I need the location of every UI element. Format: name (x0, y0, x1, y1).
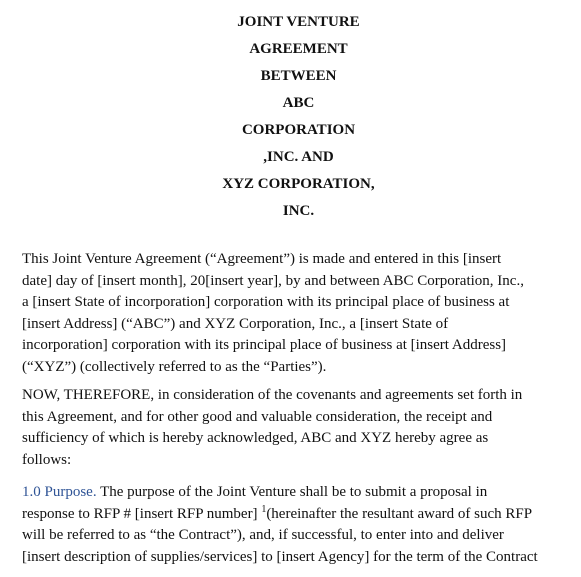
paragraph-line: date] day of [insert month], 20[insert year], by and between ABC Corporation, Inc., (22, 272, 524, 289)
section-purpose (22, 482, 581, 568)
section-heading: 1.0 Purpose. (22, 484, 97, 500)
section-text: response to RFP # [insert RFP number] (22, 505, 262, 522)
paragraph-line: [insert description of supplies/services] to [insert Agency] for the term of the Contract (22, 548, 538, 565)
paragraph-line: [insert Address] (“ABC”) and XYZ Corporation, Inc., a [insert State of (22, 315, 449, 332)
paragraph-line: NOW, THEREFORE, in consideration of the covenants and agreements set forth in (22, 387, 523, 403)
paragraph-line: sufficiency of which is hereby acknowledged, ABC and XYZ hereby agree as (22, 430, 489, 446)
title-line: JOINT VENTURE (237, 14, 360, 30)
title-line: ABC (282, 95, 315, 111)
paragraph-line: follows: (22, 451, 72, 468)
intro-paragraph (22, 249, 581, 378)
paragraph-line: This Joint Venture Agreement (“Agreement”) is made and entered in this [insert (22, 251, 502, 267)
whereas-paragraph (22, 385, 581, 471)
paragraph-line: will be referred to as “the Contract”), and, if successful, to enter into and deliver (22, 527, 504, 543)
title-line: ,INC. AND (263, 149, 334, 165)
title-line: CORPORATION (241, 122, 356, 138)
section-text: The purpose of the Joint Venture shall be to submit a proposal in (96, 484, 488, 500)
paragraph-line (22, 482, 581, 504)
paragraph-line: this Agreement, and for other good and valuable consideration, the receipt and (22, 408, 493, 425)
document-title (0, 9, 581, 221)
paragraph-line: (“XYZ”) (collectively referred to as the “Parties”). (22, 358, 327, 375)
title-line: BETWEEN (260, 68, 337, 84)
title-line: XYZ CORPORATION, (222, 176, 375, 192)
footnote-marker[interactable]: 1 (261, 503, 267, 515)
paragraph-line: a [insert State of incorporation] corporation with its principal place of business at (22, 294, 510, 310)
paragraph-line: incorporation] corporation with its principal place of business at [insert Address] (22, 337, 507, 353)
section-text: (hereinafter the resultant award of such RFP (266, 505, 533, 522)
title-line: AGREEMENT (249, 41, 348, 57)
title-line: INC. (282, 203, 315, 219)
paragraph-line (22, 504, 581, 526)
